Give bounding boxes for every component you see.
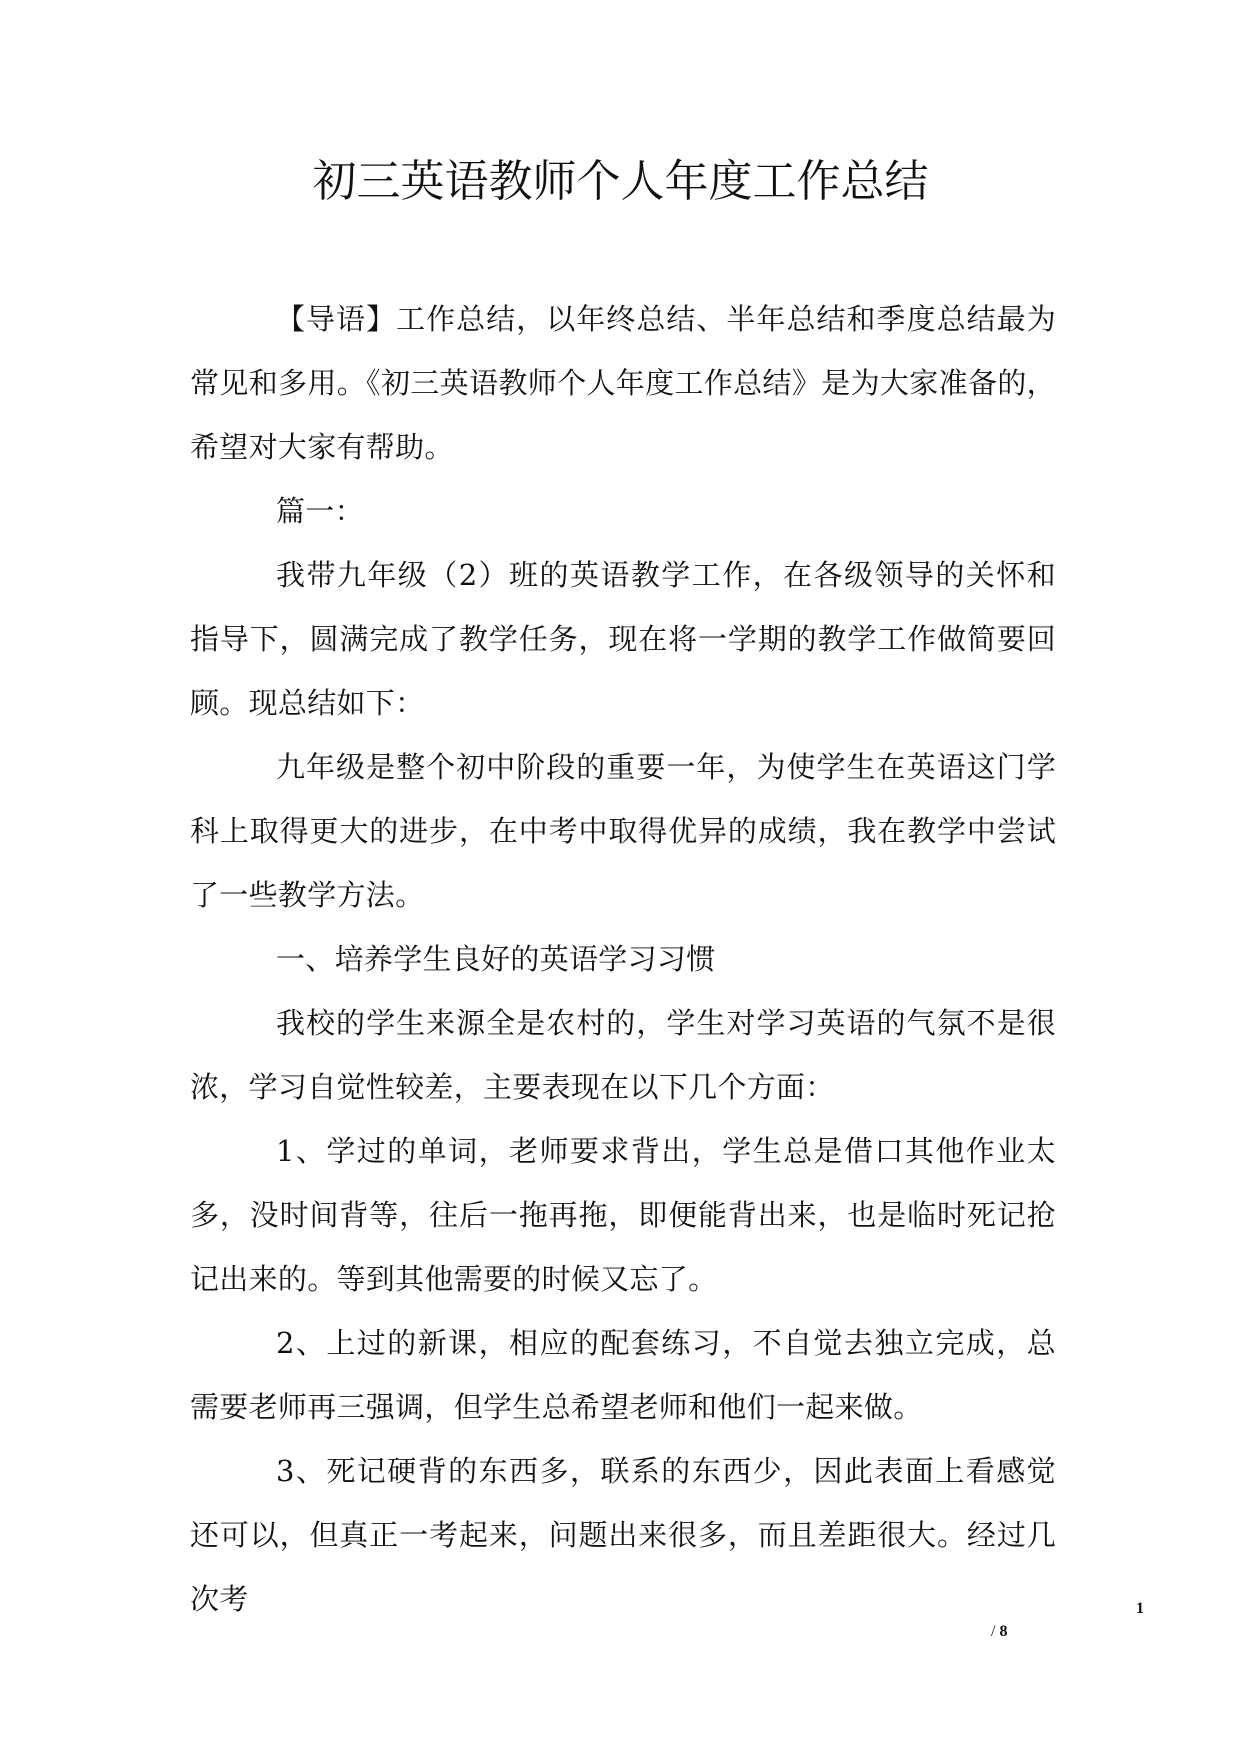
document-body [190, 287, 1056, 1631]
paragraph-section-label: 篇一： [276, 494, 364, 528]
document-title: 初三英语教师个人年度工作总结 [312, 156, 929, 207]
page-total-count: 8 [999, 1623, 1008, 1640]
paragraph: 我校的学生来源全是农村的，学生对学习英语的气氛不是很浓，学习自觉性较差，主要表现在以下几个方面： [190, 1006, 1056, 1104]
paragraph: 我带九年级（2）班的英语教学工作，在各级领导的关怀和指导下，圆满完成了教学任务，现在将一学期的教学工作做简要回顾。现总结如下： [190, 558, 1056, 720]
list-item: 2、上过的新课，相应的配套练习，不自觉去独立完成，总需要老师再三强调，但学生总希望老师和他们一起来做。 [190, 1326, 1056, 1424]
paragraph-intro: 【导语】工作总结，以年终总结、半年总结和季度总结最为常见和多用。《初三英语教师个人年度工作总结》是为大家准备的，希望对大家有帮助。 [190, 302, 1056, 464]
list-item: 3、死记硬背的东西多，联系的东西少，因此表面上看感觉还可以，但真正一考起来，问题出来很多，而且差距很大。经过几次考 [190, 1454, 1056, 1616]
page-separator: / [991, 1623, 996, 1640]
section-heading: 一、培养学生良好的英语学习习惯 [276, 942, 716, 976]
page-number: 1 [1136, 1600, 1144, 1617]
list-item: 1、学过的单词，老师要求背出，学生总是借口其他作业太多，没时间背等，往后一拖再拖，即便能背出来，也是临时死记抢记出来的。等到其他需要的时候又忘了。 [190, 1134, 1056, 1296]
page-total [991, 1623, 1007, 1641]
paragraph: 九年级是整个初中阶段的重要一年，为使学生在英语这门学科上取得更大的进步，在中考中取得优异的成绩，我在教学中尝试了一些教学方法。 [190, 750, 1056, 912]
